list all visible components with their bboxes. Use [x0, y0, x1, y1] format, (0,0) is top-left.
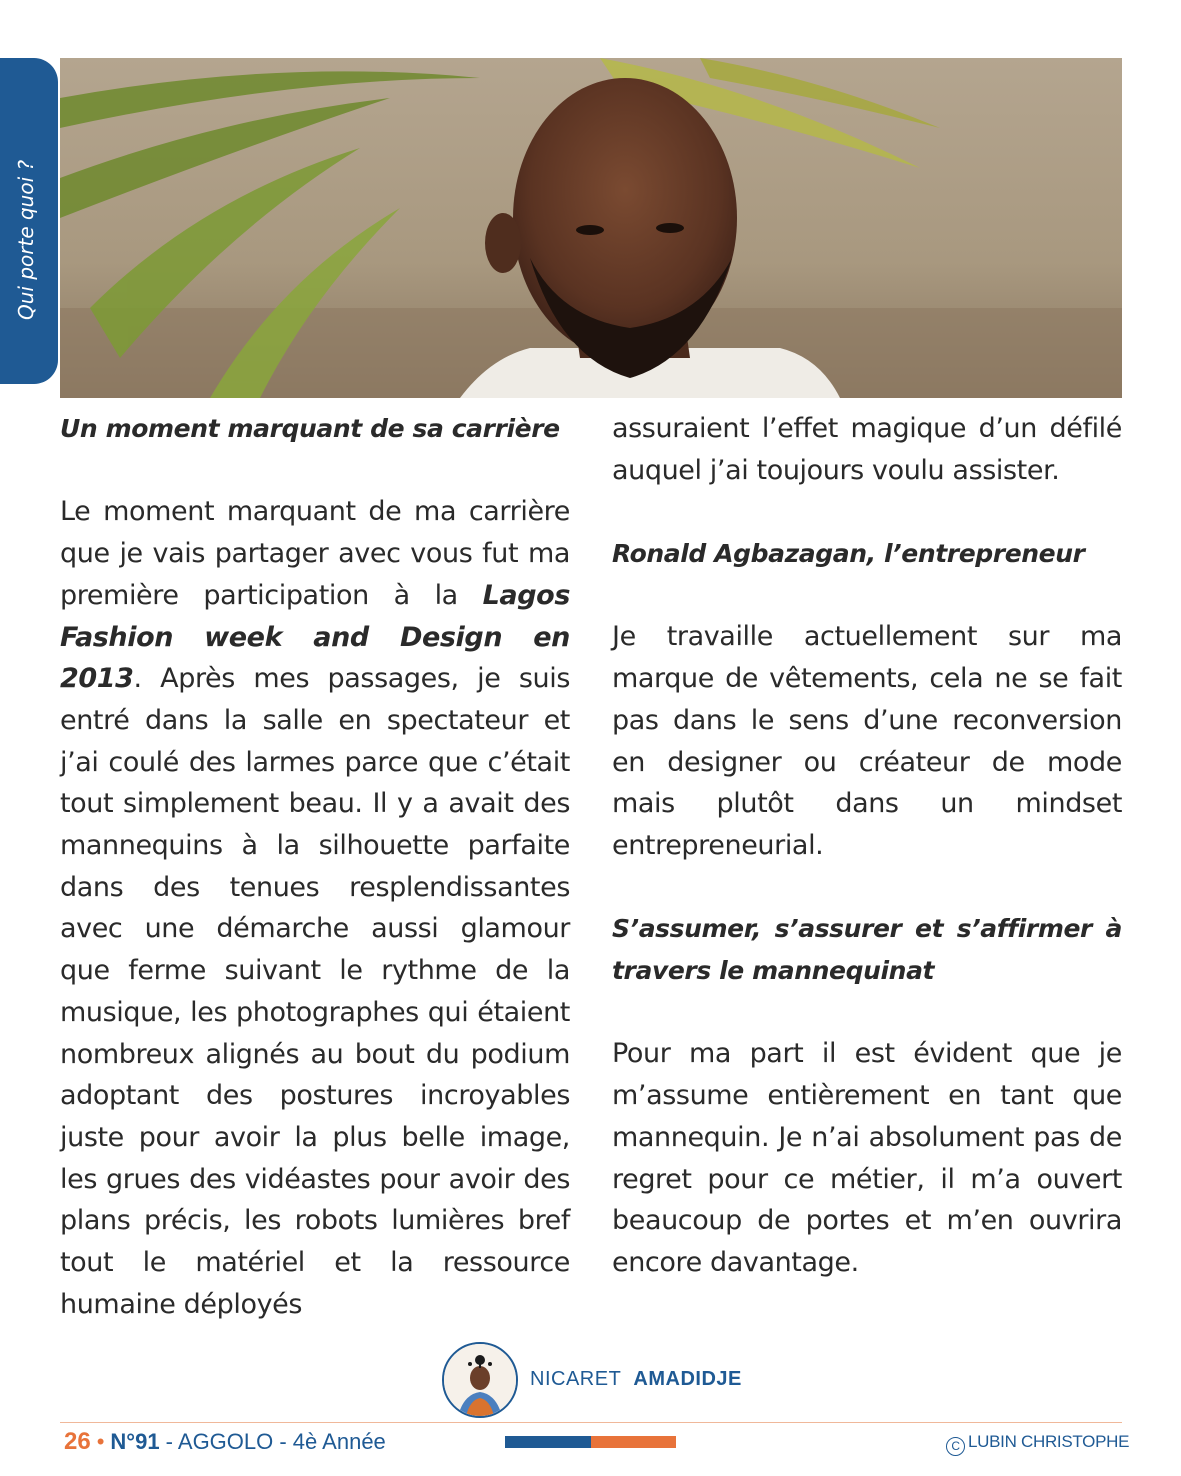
para-emphasis-lagos: Lagos Fashion week and Design en 2013: [60, 579, 570, 695]
portrait-photo: [60, 58, 1122, 398]
para-text-start: Le moment marquant de ma carrière que je vais partager avec vous fut ma première participation à la: [60, 496, 570, 611]
left-column: [60, 408, 570, 1325]
author-last-name: AMADIDJE: [633, 1368, 742, 1390]
para-text-end: . Après mes passages, je suis entré dans la salle en spectateur et j’ai coulé des larmes parce que c’était tout simplement beau. Il y a avait des mannequins à la silhouette parfaite dans des tenues resplendissantes avec une démarche aussi glamour que ferme suivant le rythme de la musique, les photographes qui étaient nombreux alignés au bout du podium adoptant des postures incroyables juste pour avoir la plus belle image, les grues des vidéastes pour avoir des plans précis, les robots lumières bref tout le matériel et la ressource humaine déployés: [60, 663, 570, 1320]
heading-entrepreneur: Ronald Agbazagan, l’entrepreneur: [612, 539, 1085, 569]
footer-divider: [60, 1422, 1122, 1423]
avatar: [442, 1342, 518, 1418]
body-paragraph-entrepreneur: Je travaille actuellement sur ma marque de vêtements, cela ne se fait pas dans le sens d’une reconversion en designer ou créateur de mode mais plutôt dans un mindset entrepreneurial.: [612, 621, 1122, 861]
footer-bar-orange: [591, 1436, 676, 1448]
author-first-name: NICARET: [530, 1368, 622, 1390]
page-number: 26: [64, 1428, 91, 1455]
copyright-icon: C: [946, 1437, 965, 1456]
continuation-paragraph: assuraient l’effet magique d’un défilé auquel j’ai toujours voulu assister.: [612, 413, 1122, 486]
photo-credit: [946, 1432, 1129, 1456]
heading-modeling: S’assumer, s’assurer et s’affirmer à travers le mannequinat: [612, 914, 1122, 986]
author-name: [530, 1368, 742, 1391]
footer-issue-info: [64, 1428, 386, 1456]
issue-suffix: - AGGOLO - 4è Année: [159, 1429, 386, 1454]
heading-memorable-moment: Un moment marquant de sa carrière: [60, 414, 560, 443]
footer-bar-blue: [505, 1436, 591, 1448]
issue-number: N°91: [110, 1429, 160, 1454]
body-paragraph-memorable-moment: [60, 491, 570, 1325]
right-column: [612, 408, 1122, 1284]
footer-bullet: •: [96, 1429, 105, 1454]
section-label: Qui porte quoi ?: [14, 159, 38, 320]
body-paragraph-modeling: Pour ma part il est évident que je m’assume entièrement en tant que mannequin. Je n’ai absolument pas de regret pour ce métier, il m’a ouvert beaucoup de portes et m’en ouvrira encore davantage.: [612, 1038, 1122, 1278]
credit-name: LUBIN CHRISTOPHE: [968, 1432, 1130, 1451]
